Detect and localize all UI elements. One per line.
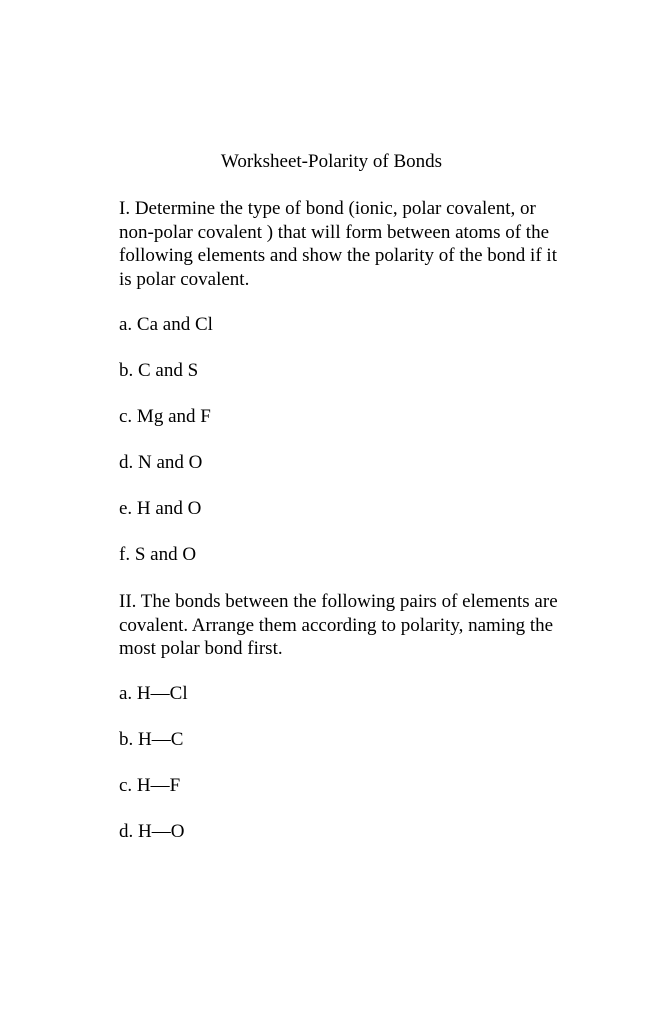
section1-instructions: I. Determine the type of bond (ionic, polar covalent, or non-polar covalent ) that will form between atoms of the following elements and show the polarity of the bond if it is polar covalent. [119,198,557,290]
section1-item-b: b. C and S [119,360,199,381]
section2-instructions: II. The bonds between the following pairs of elements are covalent. Arrange them according to polarity, naming the most polar bond first. [119,591,558,659]
section2-item-a: a. H—Cl [119,683,188,704]
section1-item-e: e. H and O [119,498,202,519]
section1-item-d: d. N and O [119,452,203,473]
section1-item-f: f. S and O [119,544,197,565]
section2-item-b: b. H—C [119,729,184,750]
section1-item-a: a. Ca and Cl [119,314,213,335]
section1-item-c: c. Mg and F [119,406,211,427]
section2-item-c: c. H—F [119,775,181,796]
page-title: Worksheet-Polarity of Bonds [220,151,443,172]
section2-item-d: d. H—O [119,821,185,842]
